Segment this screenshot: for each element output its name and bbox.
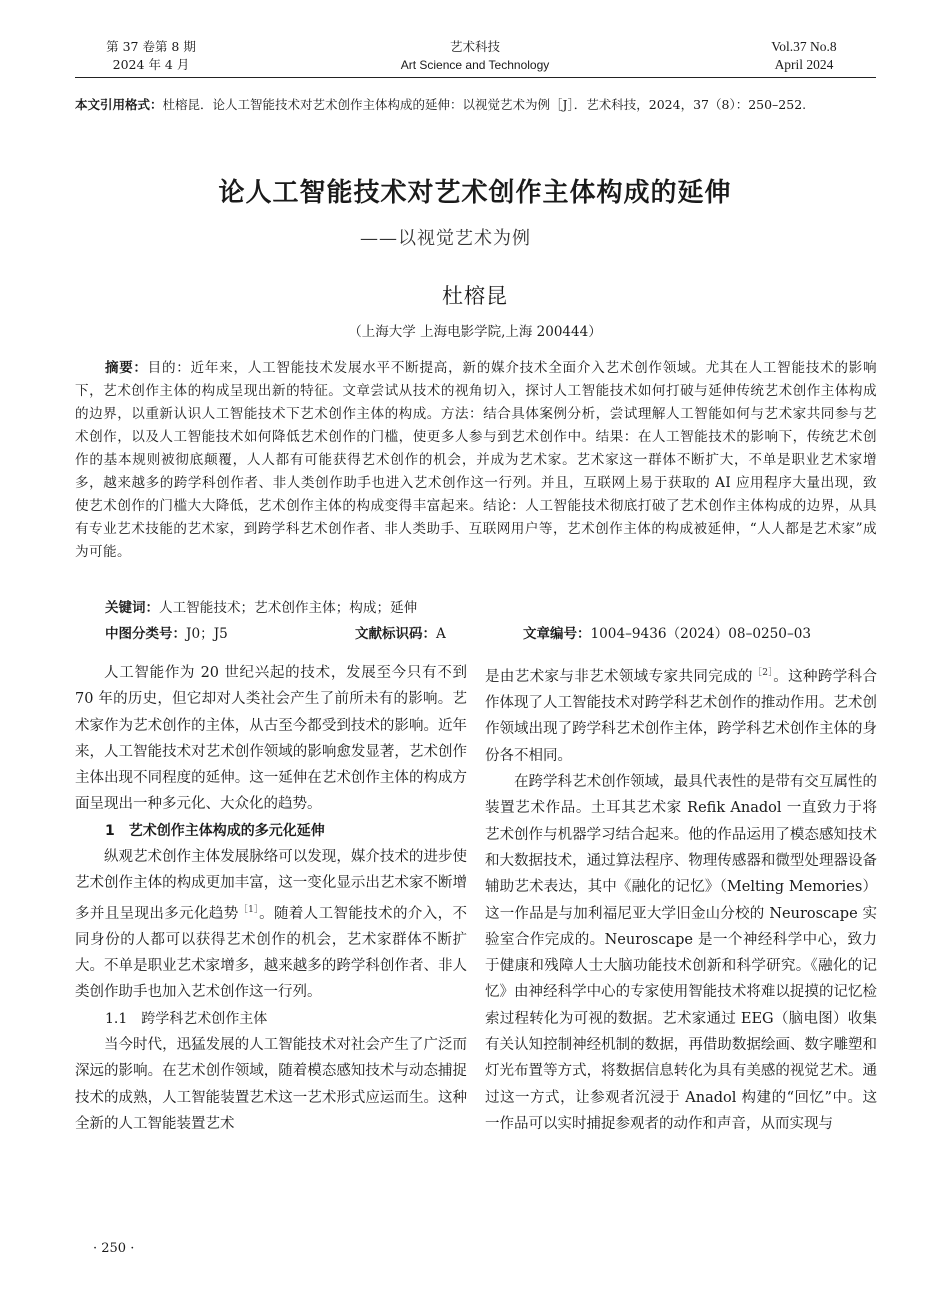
- paper-subtitle: ——以视觉艺术为例: [360, 228, 531, 249]
- keywords-text: 人工智能技术；艺术创作主体；构成；延伸: [159, 600, 418, 616]
- clc-label: 中图分类号：: [105, 626, 186, 642]
- body-paragraph: [485, 660, 877, 769]
- subsection-heading: 1.1 跨学科艺术创作主体: [105, 1010, 268, 1027]
- body-column-left: [75, 660, 467, 1137]
- abstract: [75, 357, 877, 564]
- journal-name-cn: 艺术科技: [449, 39, 500, 54]
- article-number-value: 1004–9436（2024）08–0250–03: [590, 626, 812, 642]
- article-number: [523, 623, 811, 645]
- paragraph-text: 是由艺术家与非艺术领域专家共同完成的: [485, 668, 753, 685]
- abstract-label: 摘要：: [105, 360, 148, 376]
- body-paragraph: 人工智能作为 20 世纪兴起的技术，发展至今只有不到 70 年的历史，但它却对人类社会产生了前所未有的影响。艺术家作为艺术创作的主体，从古至今都受到技术的影响。近年来，人工智能技术对艺术创作领域的影响愈发显著，艺术创作主体出现不同程度的延伸。这一延伸在艺术创作主体的构成方面呈现出一种多元化、大众化的趋势。: [75, 665, 467, 813]
- paragraph-text: 。这种跨学科合作体现了人工智能技术对跨学科艺术创作的推动作用。艺术创作领域出现了跨学科艺术创作主体，跨学科艺术创作主体的身份各不相同。: [485, 668, 877, 764]
- body-paragraph: 在跨学科艺术创作领域，最具代表性的是带有交互属性的装置艺术作品。土耳其艺术家 Refik Anadol 一直致力于将艺术创作与机器学习结合起来。他的作品运用了模态感知技术和大数据技术，通过算法程序、物理传感器和微型处理器设备辅助艺术表达，其中《融化的记忆》（Melting Memories）这一作品是与加利福尼亚大学旧金山分校的 Neuroscape 实验室合作完成的。Neuroscape 是一个神经科学中心，致力于健康和残障人士大脑功能技术创新和科学研究。《融化的记忆》由神经科学中心的专家使用智能技术将难以捉摸的记忆检索过程转化为可视的数据。艺术家通过 EEG（脑电图）收集有关认知控制神经机制的数据，再借助数据绘画、数字雕塑和灯光布置等方式，将数据信息转化为具有美感的视觉艺术。通过这一方式，让参观者沉浸于 Anadol 构建的“回忆”中。这一作品可以实时捕捉参观者的动作和声音，从而实现与: [485, 774, 877, 1132]
- body-paragraph: [75, 844, 467, 1006]
- journal-name: [330, 38, 620, 74]
- journal-issue: [103, 38, 199, 74]
- paper-title: 论人工智能技术对艺术创作主体构成的延伸: [218, 178, 732, 208]
- journal-name-en: Art Science and Technology: [400, 58, 550, 72]
- author-name: 杜榕昆: [442, 284, 508, 308]
- keywords: [105, 597, 417, 619]
- issue-date-en: April 2024: [774, 57, 834, 72]
- section-heading: 1 艺术创作主体构成的多元化延伸: [105, 822, 325, 839]
- issue-date: 2024 年 4 月: [112, 57, 190, 72]
- page-number: · 250 ·: [93, 1241, 135, 1256]
- citation-label: 本文引用格式：: [75, 97, 163, 112]
- clc-number: [105, 623, 228, 645]
- author-affiliation: （上海大学 上海电影学院,上海 200444）: [348, 324, 602, 340]
- body-column-right: [485, 660, 877, 1137]
- issue-volume-en: Vol.37 No.8: [771, 39, 837, 54]
- journal-issue-en: [740, 38, 868, 74]
- citation-ref: ［2］: [752, 668, 774, 678]
- paragraph-text: 。随着人工智能技术的介入，不同身份的人都可以获得艺术创作的机会，艺术家群体不断扩大。不单是职业艺术家增多，越来越多的跨学科创作者、非人类创作助手也加入艺术创作这一行列。: [75, 905, 468, 1001]
- keywords-label: 关键词：: [105, 600, 159, 616]
- body-paragraph: 当今时代，迅猛发展的人工智能技术对社会产生了广泛而深远的影响。在艺术创作领域，随着模态感知技术与动态捕捉技术的成熟，人工智能装置艺术这一艺术形式应运而生。这种全新的人工智能装置艺术: [75, 1036, 467, 1132]
- paragraph-text: 纵观艺术创作主体发展脉络可以发现，媒介技术的进步使艺术创作主体的构成更加丰富，这一变化显示出艺术家不断增多并且呈现出多元化趋势: [75, 849, 467, 922]
- clc-value: J0；J5: [186, 626, 228, 642]
- document-code-value: A: [436, 626, 446, 642]
- citation-format: [75, 94, 876, 116]
- header-rule: [75, 77, 876, 78]
- citation-text: 杜榕昆．论人工智能技术对艺术创作主体构成的延伸：以视觉艺术为例［J］．艺术科技，2024，37（8）：250–252.: [162, 97, 807, 112]
- article-number-label: 文章编号：: [523, 626, 591, 642]
- document-code: [355, 623, 446, 645]
- issue-volume: 第 37 卷第 8 期: [106, 39, 196, 54]
- document-code-label: 文献标识码：: [355, 626, 436, 642]
- citation-ref: ［1］: [238, 904, 260, 915]
- abstract-text: 目的：近年来，人工智能技术发展水平不断提高，新的媒介技术全面介入艺术创作领域。尤其在人工智能技术的影响下，艺术创作主体的构成呈现出新的特征。文章尝试从技术的视角切入，探讨人工智能技术如何打破与延伸传统艺术创作主体构成的边界，以重新认识人工智能技术下艺术创作主体的构成。方法：结合具体案例分析，尝试理解人工智能如何与艺术家共同参与艺术创作，以及人工智能技术如何降低艺术创作的门槛，使更多人参与到艺术创作中。结果：在人工智能技术的影响下，传统艺术创作的基本规则被彻底颠覆，人人都有可能获得艺术创作的机会，并成为艺术家。艺术家这一群体不断扩大，不单是职业艺术家增多，越来越多的跨学科创作者、非人类创作助手也进入艺术创作这一行列。并且，互联网上易于获取的 AI 应用程序大量出现，致使艺术创作的门槛大大降低，艺术创作主体的构成变得丰富起来。结论：人工智能技术彻底打破了艺术创作主体构成的边界，从具有专业艺术技能的艺术家，到跨学科艺术创作者、非人类助手、互联网用户等，艺术创作主体的构成被延伸，“人人都是艺术家”成为可能。: [75, 360, 877, 560]
